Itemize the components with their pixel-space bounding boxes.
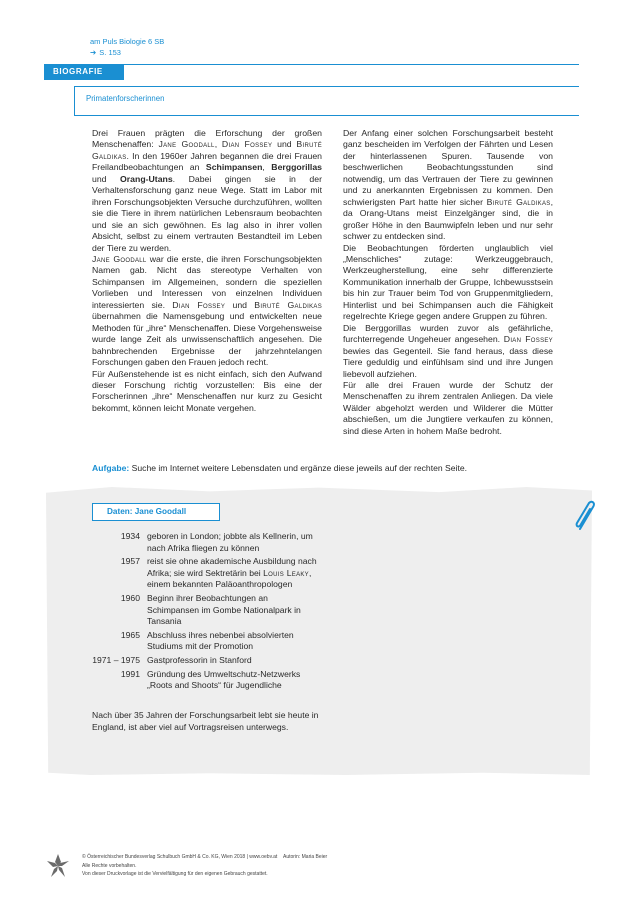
task-label: Aufgabe:: [92, 463, 130, 473]
task: [92, 463, 467, 473]
paragraph-naming: Jane Goodall war die erste, die ihren Forschungsobjekten Namen gab. Nicht das stereotype Verhalten von Schimpansen im Allgemeinen, sondern die speziellen Vorlieben und Interessen von einzelnen Individuen interessierten sie. Dian Fossey und Biruté Galdikas übernahmen die Namensgebung und entwickelten neue Methoden für „ihre“ Menschenaffen. Diese Vorgehensweise wurde lange Zeit als unwissenschaftlich angesehen. Die bahnbrechenden Ergebnisse der jahrzehntelangen Forschungen gaben den Frauen jedoch recht.: [92, 253, 323, 368]
arrow-right-icon: ➔: [90, 48, 97, 57]
task-text: Suche im Internet weitere Lebensdaten und ergänze diese jeweils auf der rechten Seite.: [129, 463, 468, 473]
section-title: Primatenforscherinnen: [86, 94, 165, 103]
paragraph-start: Der Anfang einer solchen Forschungsarbeit besteht ganz bescheiden im Verfolgen der Fährten und Lesen der hinterlassenen Spuren. Tausende von beschwerlichen Beobachtungsstunden sind notwendig, um das Vertrauen der Tiere zu gewinnen und zu anerkannten Ergebnissen zu kommen. Den schwierigsten Part hatte hier sicher Biruté Galdikas, da Orang-Utans meist Einzelgänger sind, die in großer Höhe in den Baumwipfeln leben und nur sehr schwer zu entdecken sind.: [343, 128, 554, 242]
paragraph-gorillas: Die Berggorillas wurden zuvor als gefährliche, furchterregende Ungeheuer angesehen. Dian Fossey bewies das Gegenteil. Sie fand heraus, dass diese Tiere geduldig und einfühlsam sind und ihre Jungen liebevoll aufziehen.: [343, 322, 553, 379]
name-jane: Jane Goodall: [158, 139, 215, 150]
closing-text: Nach über 35 Jahren der Forschungsarbeit lebt sie heute in England, ist aber viel auf Vortragsreisen unterwegs.: [92, 710, 319, 732]
timeline-row: 1971 – 1975 Gastprofessorin in Stanford: [92, 654, 252, 665]
paragraph-protection: Für alle drei Frauen wurde der Schutz der Menschenaffen zu ihrem zentralen Anliegen. Da viele Wälder abgeholzt werden und Wilderer die Mütter abschießen, um die Jungtiere verkaufen zu können, sind diese Arten in hohem Maße bedroht.: [343, 379, 553, 436]
timeline-row: 1991 Gründung des Umweltschutz-Netzwerks „Roots and Shoots“ für Jugendliche: [120, 668, 301, 691]
timeline: [92, 531, 322, 694]
text-column-right: [343, 128, 553, 437]
timeline-row: 1957 reist sie ohne akademische Ausbildung nach Afrika; sie wird Sektretärin bei Louis Leaky, einem bekannten Paläoanthropologen: [120, 556, 317, 590]
title-box: [74, 86, 579, 116]
publisher-logo-icon: [46, 853, 70, 879]
footer-legal: [82, 853, 277, 879]
footer-author: Autorin: Maria Beier: [283, 854, 328, 860]
paragraph-effort: Für Außenstehende ist es nicht einfach, sich den Aufwand dieser Forschung richtig vorzustellen: Bis eine der Forscherinnen „ihre“ Menschenaffen nur kurz zu Gesicht bekommt, können leicht Monate vergehen.: [92, 368, 322, 413]
rights-note: Alle Rechte vorbehalten.: [82, 862, 137, 869]
copyright: © Österreichischer Bundesverlag Schulbuch GmbH & Co. KG, Wien 2018 | www.oebv.at: [82, 854, 278, 860]
timeline-row: 1960 Beginn ihrer Beobachtungen an Schimpansen im Gombe Nationalpark in Tansania: [120, 592, 301, 627]
book-reference: [90, 36, 164, 58]
paragraph-intro: Drei Frauen prägten die Erforschung der großen Menschenaffen: Jane Goodall, Dian Fossey und Biruté Galdikas. In den 1960er Jahren begannen die drei Frauen Freilandbeobachtungen an Schimpansen, Berggorillas und Orang-Utans. Dabei gingen sie in der Verhaltensforschung ganz neue Wege. Statt im Labor mit ihren Forschungsobjekten Versuche durchzuführen, wollten sie die Tiere in ihrem natürlichen Lebensraum beobachten und sie an sich gewöhnen. Es lag also in ihrer vollen Absicht, selbst zu einem vertrauten Bestandteil im Leben der Tiere zu werden.: [92, 128, 323, 253]
section-tag: BIOGRAFIE: [44, 64, 124, 80]
text-column-left: [92, 128, 322, 414]
book-title: am Puls Biologie 6 SB: [90, 37, 165, 46]
timeline-row: 1965 Abschluss ihres nebenbei absolvierten Studiums mit der Promotion: [120, 629, 294, 652]
timeline-row: 1934 geboren in London; jobbte als Kellnerin, um nach Afrika fliegen zu können: [120, 531, 313, 553]
divider: [124, 64, 579, 65]
paperclip-icon: [572, 498, 600, 532]
section-header: [44, 64, 579, 125]
paragraph-observations: Die Beobachtungen förderten unglaublich viel „Menschliches“ zutage: Werkzeuggebrauch, Werkzeugherstellung, eine sehr differenzierte Kommunikation innerhalb der Gruppe, Ichbewusstsein bis hin zur Trauer beim Tod von Gruppenmitgliedern, Hinterlist und bei Schimpansen auch die Fähigkeit regelrechte Kriege gegen andere Gruppen zu führen.: [343, 242, 553, 322]
copy-note: Von dieser Druckvorlage ist die Vervielfältigung für den eigenen Gebrauch gestattet.: [82, 871, 268, 878]
name-dian: Dian Fossey: [221, 139, 273, 150]
page-reference: ➔ S. 153: [90, 48, 121, 57]
name-louis: Louis Leaky: [263, 567, 309, 578]
footer: [46, 853, 606, 893]
data-card-title: Daten: Jane Goodall: [92, 503, 220, 521]
name-birute: Biruté Galdikas: [92, 139, 323, 161]
